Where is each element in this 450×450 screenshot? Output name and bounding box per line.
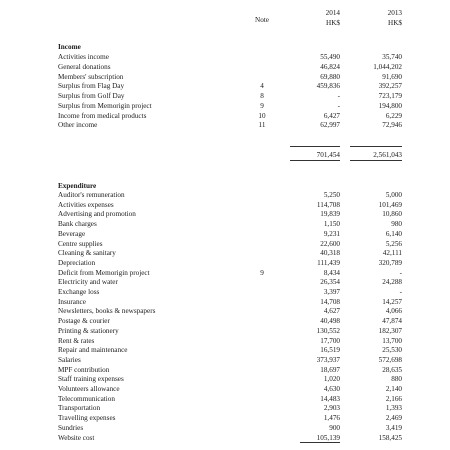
expenditure-row bbox=[0, 277, 450, 287]
expenditure-row bbox=[0, 268, 450, 278]
row-value-2014: 4,630 bbox=[323, 385, 340, 393]
expenditure-row bbox=[0, 209, 450, 219]
row-label: MPF contribution bbox=[58, 365, 110, 374]
row-value-2013: 35,740 bbox=[382, 53, 402, 61]
row-label: Rent & rates bbox=[58, 336, 95, 345]
row-value-2014: 111,439 bbox=[317, 258, 340, 267]
expenditure-row bbox=[0, 336, 450, 346]
expenditure-row bbox=[0, 229, 450, 239]
row-label: Electricity and water bbox=[58, 278, 118, 287]
expenditure-row bbox=[0, 297, 450, 307]
row-value-2013: 194,800 bbox=[378, 101, 402, 110]
row-value-2013: 14,257 bbox=[382, 297, 402, 306]
row-label: Surplus from Golf Day bbox=[58, 92, 125, 100]
row-value-2013: 320,789 bbox=[378, 258, 402, 267]
row-note: 10 bbox=[258, 111, 266, 120]
row-label: Website cost bbox=[58, 433, 95, 442]
row-value-2013: 723,179 bbox=[378, 92, 402, 100]
row-label: General donations bbox=[58, 62, 111, 71]
row-note: 8 bbox=[260, 92, 264, 100]
row-value-2013: 2,166 bbox=[385, 394, 402, 403]
expenditure-row bbox=[0, 248, 450, 258]
row-value-2013: 42,111 bbox=[382, 249, 402, 258]
row-value-2013: 6,229 bbox=[385, 111, 402, 120]
expenditure-row bbox=[0, 287, 450, 297]
income-total-rule-top-2014 bbox=[290, 146, 340, 147]
row-value-2014: 8,434 bbox=[323, 268, 340, 277]
expenditure-row bbox=[0, 326, 450, 336]
row-value-2014: - bbox=[337, 101, 340, 110]
row-label: Exchange loss bbox=[58, 288, 100, 296]
row-value-2014: 2,903 bbox=[323, 404, 340, 413]
row-value-2013: 980 bbox=[391, 220, 402, 229]
row-label: Auditor's remuneration bbox=[58, 191, 125, 199]
income-row bbox=[0, 91, 450, 101]
income-row bbox=[0, 72, 450, 82]
row-value-2013: 47,874 bbox=[382, 317, 402, 326]
row-value-2013: 1,393 bbox=[385, 404, 402, 413]
row-label: Transportation bbox=[58, 404, 101, 413]
row-value-2013: 5,000 bbox=[385, 191, 402, 199]
row-value-2013: 24,288 bbox=[382, 278, 402, 287]
section-title: Income bbox=[58, 43, 81, 51]
row-value-2014: 18,697 bbox=[320, 365, 340, 374]
row-value-2014: 69,880 bbox=[320, 72, 340, 81]
row-label: Beverage bbox=[58, 229, 86, 238]
row-value-2013: 572,698 bbox=[378, 355, 402, 364]
income-row bbox=[0, 81, 450, 91]
expenditure-row bbox=[0, 239, 450, 249]
row-value-2014: 1,150 bbox=[323, 220, 340, 229]
income-row bbox=[0, 62, 450, 72]
row-value-2014: 26,354 bbox=[320, 278, 340, 287]
row-value-2014: - bbox=[337, 92, 340, 100]
row-value-2014: 3,397 bbox=[323, 288, 340, 296]
row-value-2014: 9,231 bbox=[323, 229, 340, 238]
row-value-2014: 459,836 bbox=[316, 82, 340, 91]
row-value-2014: 900 bbox=[329, 423, 340, 432]
header-currency-2014: HK$ bbox=[326, 19, 340, 27]
expenditure-row bbox=[0, 433, 450, 443]
row-value-2013: 5,256 bbox=[385, 239, 402, 248]
row-label: Repair and maintenance bbox=[58, 346, 128, 355]
row-value-2014: 14,708 bbox=[320, 297, 340, 306]
expenditure-row bbox=[0, 403, 450, 413]
section-title: Expenditure bbox=[58, 182, 97, 190]
expenditure-row bbox=[0, 384, 450, 394]
row-label: Travelling expenses bbox=[58, 414, 116, 423]
header-year-2014: 2014 bbox=[325, 9, 340, 17]
row-value-2014: 62,997 bbox=[320, 121, 340, 130]
income-heading bbox=[0, 42, 450, 52]
income-total-2014: 701,454 bbox=[316, 151, 340, 159]
row-label: Staff training expenses bbox=[58, 375, 124, 384]
row-label: Depreciation bbox=[58, 258, 96, 267]
row-value-2013: 3,419 bbox=[385, 423, 402, 432]
expenditure-row bbox=[0, 345, 450, 355]
row-value-2014: 5,250 bbox=[323, 191, 340, 199]
income-row bbox=[0, 120, 450, 130]
row-value-2013: 182,307 bbox=[378, 326, 402, 335]
income-total-row bbox=[0, 150, 450, 160]
row-value-2014: 114,708 bbox=[316, 200, 340, 209]
expenditure-row bbox=[0, 365, 450, 375]
row-label: Postage & courier bbox=[58, 317, 110, 326]
income-total-rule-top-2013 bbox=[350, 146, 402, 147]
income-row bbox=[0, 101, 450, 111]
row-value-2013: 72,946 bbox=[382, 121, 402, 130]
row-value-2014: 105,139 bbox=[316, 433, 340, 442]
row-label: Deficit from Memorigin project bbox=[58, 268, 150, 277]
row-label: Other income bbox=[58, 121, 98, 130]
row-value-2013: 6,140 bbox=[385, 229, 402, 238]
row-value-2014: 1,020 bbox=[323, 375, 340, 384]
row-value-2014: 46,824 bbox=[320, 62, 340, 71]
row-value-2013: 4,066 bbox=[385, 307, 402, 316]
row-value-2014: 4,627 bbox=[323, 307, 340, 316]
row-label: Surplus from Flag Day bbox=[58, 82, 125, 91]
expenditure-subtotal-rule-2014 bbox=[300, 442, 340, 443]
row-label: Salaries bbox=[58, 355, 81, 364]
row-value-2013: 13,700 bbox=[382, 336, 402, 345]
row-label: Activities expenses bbox=[58, 200, 114, 209]
income-total-rule-bottom-2013 bbox=[350, 160, 402, 161]
row-label: Advertising and promotion bbox=[58, 210, 136, 219]
row-value-2013: 91,690 bbox=[382, 72, 402, 81]
row-note: 9 bbox=[260, 268, 264, 277]
row-value-2014: 40,318 bbox=[320, 249, 340, 258]
row-label: Centre supplies bbox=[58, 239, 103, 248]
row-label: Bank charges bbox=[58, 220, 97, 229]
row-label: Insurance bbox=[58, 297, 86, 306]
row-value-2014: 16,519 bbox=[320, 346, 340, 355]
row-value-2013: 28,635 bbox=[382, 365, 402, 374]
row-value-2013: - bbox=[399, 268, 402, 277]
row-value-2013: 25,530 bbox=[382, 346, 402, 355]
row-note: 11 bbox=[258, 121, 266, 130]
row-value-2014: 6,427 bbox=[323, 111, 340, 120]
row-value-2014: 22,600 bbox=[320, 239, 340, 248]
row-label: Cleaning & sanitary bbox=[58, 249, 116, 258]
header-currency-2013: HK$ bbox=[388, 19, 402, 27]
row-value-2014: 19,839 bbox=[320, 210, 340, 219]
expenditure-row bbox=[0, 423, 450, 433]
expenditure-row bbox=[0, 219, 450, 229]
income-row bbox=[0, 52, 450, 62]
row-value-2013: 158,425 bbox=[378, 433, 402, 442]
row-label: Printing & stationery bbox=[58, 326, 119, 335]
row-value-2014: 55,490 bbox=[320, 53, 340, 61]
row-note: 9 bbox=[260, 101, 264, 110]
expenditure-row bbox=[0, 200, 450, 210]
row-value-2014: 1,476 bbox=[323, 414, 340, 423]
expenditure-row bbox=[0, 374, 450, 384]
header-note: Note bbox=[255, 16, 269, 24]
expenditure-row bbox=[0, 258, 450, 268]
row-value-2013: 101,469 bbox=[378, 200, 402, 209]
row-value-2013: 1,044,202 bbox=[373, 62, 402, 71]
row-label: Sundries bbox=[58, 423, 84, 432]
row-value-2013: 392,257 bbox=[378, 82, 402, 91]
row-value-2014: 130,552 bbox=[316, 326, 340, 335]
income-row bbox=[0, 111, 450, 121]
expenditure-row bbox=[0, 394, 450, 404]
row-label: Volunteers allowance bbox=[58, 385, 120, 393]
row-value-2014: 14,483 bbox=[320, 394, 340, 403]
row-value-2014: 373,937 bbox=[316, 355, 340, 364]
row-label: Members' subscription bbox=[58, 72, 124, 81]
row-value-2013: 2,469 bbox=[385, 414, 402, 423]
income-total-2013: 2,561,043 bbox=[373, 151, 402, 159]
expenditure-row bbox=[0, 306, 450, 316]
row-label: Newsletters, books & newspapers bbox=[58, 307, 156, 316]
row-value-2013: 2,140 bbox=[385, 385, 402, 393]
header-year-2013: 2013 bbox=[387, 9, 402, 17]
row-value-2013: 10,860 bbox=[382, 210, 402, 219]
row-value-2014: 17,700 bbox=[320, 336, 340, 345]
income-total-rule-bottom-2014 bbox=[290, 160, 340, 161]
row-label: Telecommunication bbox=[58, 394, 115, 403]
row-value-2013: - bbox=[399, 288, 402, 296]
row-label: Surplus from Memorigin project bbox=[58, 101, 152, 110]
row-value-2014: 40,498 bbox=[320, 317, 340, 326]
expenditure-row bbox=[0, 316, 450, 326]
expenditure-row bbox=[0, 413, 450, 423]
row-label: Income from medical products bbox=[58, 111, 147, 120]
expenditure-row bbox=[0, 190, 450, 200]
row-value-2013: 880 bbox=[391, 375, 402, 384]
row-note: 4 bbox=[260, 82, 264, 91]
row-label: Activities income bbox=[58, 53, 109, 61]
expenditure-row bbox=[0, 355, 450, 365]
